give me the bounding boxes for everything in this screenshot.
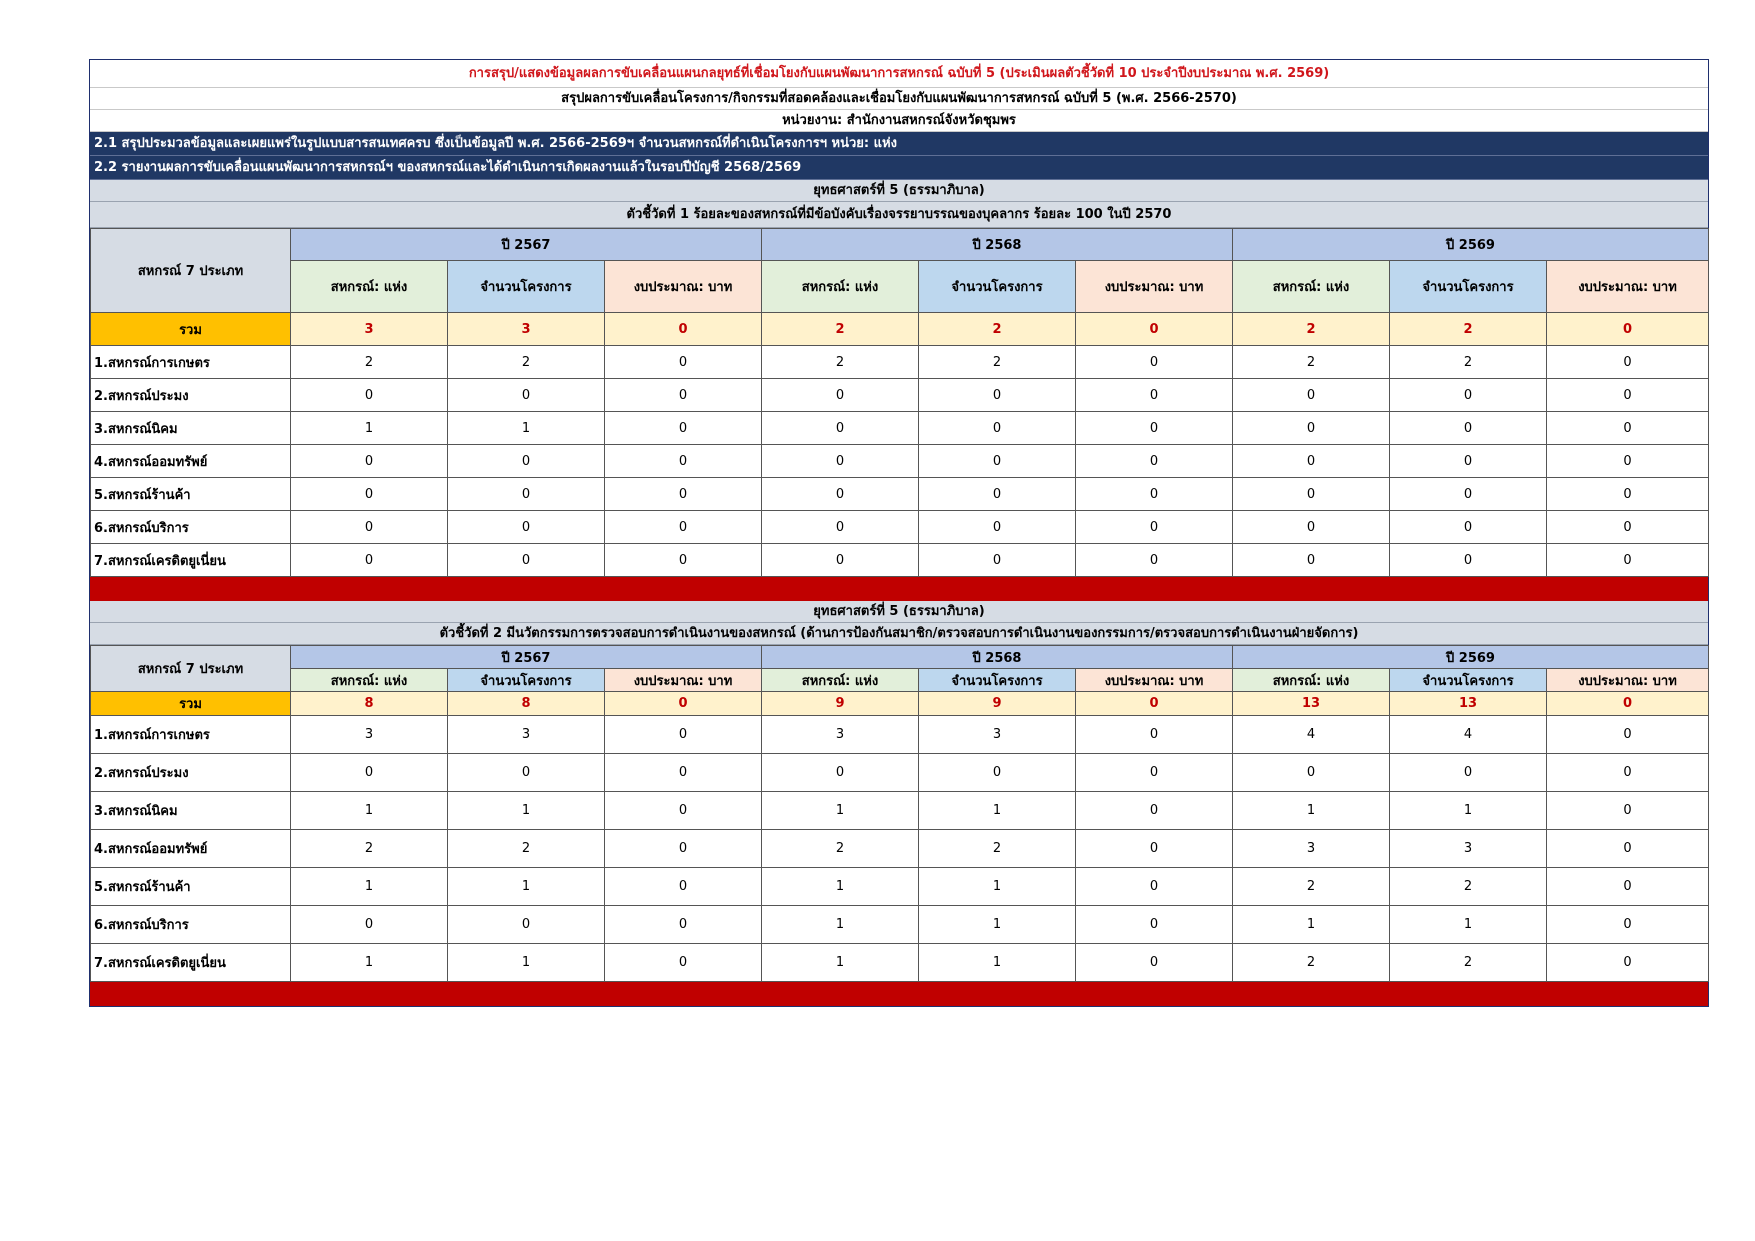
total-label: รวม	[91, 692, 291, 716]
table-cell: 1	[919, 868, 1076, 906]
table-cell: 0	[919, 379, 1076, 412]
table-row	[91, 511, 1709, 544]
table-cell: 0	[1547, 906, 1709, 944]
table-cell: 0	[1076, 868, 1233, 906]
table-cell: 0	[1390, 412, 1547, 445]
table-cell: 0	[605, 379, 762, 412]
table-cell: 0	[1547, 379, 1709, 412]
total-cell: 13	[1233, 692, 1390, 716]
table-cell: 1	[1233, 906, 1390, 944]
table-row	[91, 830, 1709, 868]
table-cell: 0	[762, 379, 919, 412]
total-cell: 8	[291, 692, 448, 716]
table-cell: 0	[448, 445, 605, 478]
section1-year-2567: ปี 2567	[291, 229, 762, 261]
table-cell: 0	[1547, 412, 1709, 445]
table-cell: 0	[1076, 511, 1233, 544]
section1-total-row	[91, 313, 1709, 346]
table-cell: 4	[1233, 716, 1390, 754]
table-cell: 1	[919, 944, 1076, 982]
table-cell: 3	[762, 716, 919, 754]
table-cell: 0	[1233, 754, 1390, 792]
table-cell: 0	[1076, 906, 1233, 944]
table-cell: 0	[1547, 478, 1709, 511]
column-header: งบประมาณ: บาท	[1076, 261, 1233, 313]
table-cell: 0	[605, 868, 762, 906]
coop-type-label: 4.สหกรณ์ออมทรัพย์	[91, 830, 291, 868]
table-cell: 1	[1390, 906, 1547, 944]
column-header: จำนวนโครงการ	[919, 261, 1076, 313]
column-header: จำนวนโครงการ	[448, 261, 605, 313]
section2-year-2569: ปี 2569	[1233, 646, 1709, 669]
table-cell: 0	[1076, 379, 1233, 412]
table-cell: 1	[448, 792, 605, 830]
section2-year-2568: ปี 2568	[762, 646, 1233, 669]
section1-column-headers	[91, 261, 1709, 313]
table-cell: 2	[1233, 944, 1390, 982]
column-header: งบประมาณ: บาท	[1547, 669, 1709, 692]
table-cell: 0	[1076, 478, 1233, 511]
column-header: งบประมาณ: บาท	[605, 669, 762, 692]
table-cell: 1	[448, 944, 605, 982]
total-cell: 0	[1076, 692, 1233, 716]
section1-year-2569: ปี 2569	[1233, 229, 1709, 261]
table-cell: 1	[1233, 792, 1390, 830]
coop-type-label: 5.สหกรณ์ร้านค้า	[91, 868, 291, 906]
table-cell: 0	[1547, 754, 1709, 792]
section2-divider	[90, 982, 1708, 1006]
table-row	[91, 906, 1709, 944]
table-row	[91, 754, 1709, 792]
table-cell: 2	[919, 830, 1076, 868]
table-cell: 0	[605, 511, 762, 544]
coop-type-label: 4.สหกรณ์ออมทรัพย์	[91, 445, 291, 478]
table-cell: 1	[762, 906, 919, 944]
table-row	[91, 412, 1709, 445]
table-cell: 0	[448, 478, 605, 511]
table-cell: 0	[919, 511, 1076, 544]
table-row	[91, 944, 1709, 982]
table-cell: 0	[1547, 346, 1709, 379]
table-cell: 3	[448, 716, 605, 754]
table-cell: 0	[1076, 544, 1233, 577]
table-cell: 3	[291, 716, 448, 754]
column-header: สหกรณ์: แห่ง	[291, 669, 448, 692]
coop-type-label: 3.สหกรณ์นิคม	[91, 792, 291, 830]
table-cell: 2	[1233, 868, 1390, 906]
column-header: จำนวนโครงการ	[919, 669, 1076, 692]
table-cell: 0	[1233, 544, 1390, 577]
total-cell: 0	[1547, 313, 1709, 346]
section1-table	[90, 228, 1709, 577]
table-cell: 1	[919, 906, 1076, 944]
table-cell: 2	[762, 346, 919, 379]
table-row	[91, 868, 1709, 906]
table-cell: 0	[1076, 346, 1233, 379]
table-cell: 0	[1390, 544, 1547, 577]
coop-type-label: 6.สหกรณ์บริการ	[91, 511, 291, 544]
note-2-2: 2.2 รายงานผลการขับเคลื่อนแผนพัฒนาการสหกรณ์ฯ ของสหกรณ์และได้ดำเนินการเกิดผลงานแล้วในรอบปีบัญชี 2568/2569	[90, 156, 1708, 180]
report-title: การสรุป/แสดงข้อมูลผลการขับเคลื่อนแผนกลยุทธ์ที่เชื่อมโยงกับแผนพัฒนาการสหกรณ์ ฉบับที่ 5 (ประเมินผลตัวชี้วัดที่ 10 ประจำปีงบประมาณ พ.ศ. 2569)	[90, 60, 1708, 88]
table-cell: 3	[1233, 830, 1390, 868]
table-cell: 1	[762, 868, 919, 906]
total-cell: 0	[1547, 692, 1709, 716]
section2-strategy: ยุทธศาสตร์ที่ 5 (ธรรมาภิบาล)	[90, 601, 1708, 623]
table-cell: 0	[448, 379, 605, 412]
coop-type-label: 1.สหกรณ์การเกษตร	[91, 716, 291, 754]
table-cell: 0	[448, 511, 605, 544]
total-cell: 9	[919, 692, 1076, 716]
table-cell: 0	[605, 478, 762, 511]
table-cell: 0	[605, 412, 762, 445]
table-row	[91, 379, 1709, 412]
table-cell: 0	[605, 830, 762, 868]
table-cell: 3	[919, 716, 1076, 754]
table-cell: 0	[1547, 511, 1709, 544]
table-cell: 2	[1390, 868, 1547, 906]
table-cell: 0	[762, 478, 919, 511]
table-cell: 0	[291, 754, 448, 792]
table-row	[91, 544, 1709, 577]
column-header: งบประมาณ: บาท	[1547, 261, 1709, 313]
total-cell: 13	[1390, 692, 1547, 716]
table-cell: 0	[1547, 868, 1709, 906]
section2-corner-header: สหกรณ์ 7 ประเภท	[91, 646, 291, 692]
table-cell: 0	[1390, 754, 1547, 792]
column-header: สหกรณ์: แห่ง	[762, 261, 919, 313]
table-cell: 0	[1076, 792, 1233, 830]
table-row	[91, 445, 1709, 478]
total-cell: 2	[1390, 313, 1547, 346]
table-cell: 0	[919, 544, 1076, 577]
table-cell: 0	[448, 754, 605, 792]
table-cell: 0	[919, 412, 1076, 445]
table-cell: 0	[605, 445, 762, 478]
table-cell: 4	[1390, 716, 1547, 754]
total-cell: 0	[605, 313, 762, 346]
table-cell: 0	[291, 544, 448, 577]
table-cell: 0	[1547, 792, 1709, 830]
column-header: สหกรณ์: แห่ง	[291, 261, 448, 313]
table-cell: 0	[1390, 445, 1547, 478]
table-row	[91, 478, 1709, 511]
table-cell: 0	[605, 754, 762, 792]
total-cell: 0	[605, 692, 762, 716]
table-cell: 0	[919, 445, 1076, 478]
table-cell: 0	[762, 544, 919, 577]
table-cell: 0	[1233, 379, 1390, 412]
table-row	[91, 346, 1709, 379]
table-cell: 0	[1076, 754, 1233, 792]
table-cell: 0	[762, 511, 919, 544]
table-cell: 0	[1233, 412, 1390, 445]
table-cell: 0	[1233, 511, 1390, 544]
table-cell: 0	[762, 445, 919, 478]
agency-label: หน่วยงาน: สำนักงานสหกรณ์จังหวัดชุมพร	[90, 110, 1708, 132]
table-cell: 0	[1076, 412, 1233, 445]
total-cell: 2	[919, 313, 1076, 346]
section1-strategy: ยุทธศาสตร์ที่ 5 (ธรรมาภิบาล)	[90, 180, 1708, 202]
column-header: จำนวนโครงการ	[1390, 669, 1547, 692]
section1-divider	[90, 577, 1708, 601]
table-cell: 1	[448, 868, 605, 906]
table-cell: 0	[291, 379, 448, 412]
table-cell: 0	[1233, 445, 1390, 478]
column-header: สหกรณ์: แห่ง	[1233, 261, 1390, 313]
table-cell: 2	[762, 830, 919, 868]
section1-year-2568: ปี 2568	[762, 229, 1233, 261]
table-cell: 2	[448, 830, 605, 868]
table-cell: 0	[1547, 944, 1709, 982]
table-cell: 0	[605, 792, 762, 830]
table-cell: 1	[762, 792, 919, 830]
table-cell: 3	[1390, 830, 1547, 868]
table-cell: 0	[1547, 716, 1709, 754]
total-cell: 2	[1233, 313, 1390, 346]
report-subtitle: สรุปผลการขับเคลื่อนโครงการ/กิจกรรมที่สอดคล้องและเชื่อมโยงกับแผนพัฒนาการสหกรณ์ ฉบับที่ 5 (พ.ศ. 2566-2570)	[90, 88, 1708, 110]
column-header: จำนวนโครงการ	[1390, 261, 1547, 313]
table-cell: 2	[291, 346, 448, 379]
table-cell: 0	[291, 478, 448, 511]
total-cell: 8	[448, 692, 605, 716]
coop-type-label: 3.สหกรณ์นิคม	[91, 412, 291, 445]
table-cell: 0	[762, 754, 919, 792]
table-cell: 0	[605, 906, 762, 944]
table-cell: 1	[291, 792, 448, 830]
coop-type-label: 7.สหกรณ์เครดิตยูเนี่ยน	[91, 544, 291, 577]
table-cell: 0	[605, 716, 762, 754]
section2-indicator: ตัวชี้วัดที่ 2 มีนวัตกรรมการตรวจสอบการดำเนินงานของสหกรณ์ (ด้านการป้องกันสมาชิก/ตรวจสอบการดำเนินงานของกรรมการ/ตรวจสอบการดำเนินงานฝ่ายจัดการ)	[90, 623, 1708, 645]
table-cell: 0	[919, 754, 1076, 792]
column-header: จำนวนโครงการ	[448, 669, 605, 692]
column-header: สหกรณ์: แห่ง	[762, 669, 919, 692]
total-cell: 3	[291, 313, 448, 346]
coop-type-label: 7.สหกรณ์เครดิตยูเนี่ยน	[91, 944, 291, 982]
table-cell: 0	[1233, 478, 1390, 511]
total-cell: 9	[762, 692, 919, 716]
table-cell: 0	[1390, 478, 1547, 511]
table-cell: 2	[919, 346, 1076, 379]
table-cell: 1	[1390, 792, 1547, 830]
table-cell: 0	[1076, 445, 1233, 478]
section1-corner-header: สหกรณ์ 7 ประเภท	[91, 229, 291, 313]
coop-type-label: 2.สหกรณ์ประมง	[91, 754, 291, 792]
table-cell: 1	[919, 792, 1076, 830]
coop-type-label: 6.สหกรณ์บริการ	[91, 906, 291, 944]
table-cell: 0	[291, 445, 448, 478]
column-header: งบประมาณ: บาท	[1076, 669, 1233, 692]
table-cell: 1	[291, 944, 448, 982]
table-cell: 0	[1076, 716, 1233, 754]
note-2-1: 2.1 สรุปประมวลข้อมูลและเผยแพร่ในรูปแบบสารสนเทศครบ ซึ่งเป็นข้อมูลปี พ.ศ. 2566-2569ฯ จำนวนสหกรณ์ที่ดำเนินโครงการฯ หน่วย: แห่ง	[90, 132, 1708, 156]
total-cell: 3	[448, 313, 605, 346]
coop-type-label: 2.สหกรณ์ประมง	[91, 379, 291, 412]
table-row	[91, 716, 1709, 754]
table-cell: 0	[1547, 544, 1709, 577]
table-cell: 1	[291, 868, 448, 906]
table-cell: 1	[762, 944, 919, 982]
table-cell: 2	[291, 830, 448, 868]
table-cell: 0	[605, 544, 762, 577]
table-cell: 0	[1390, 379, 1547, 412]
table-cell: 1	[291, 412, 448, 445]
table-cell: 0	[291, 906, 448, 944]
report-sheet	[89, 59, 1709, 1007]
table-cell: 0	[448, 544, 605, 577]
table-cell: 1	[448, 412, 605, 445]
section2-table	[90, 645, 1709, 982]
total-cell: 0	[1076, 313, 1233, 346]
table-row	[91, 792, 1709, 830]
section1-indicator: ตัวชี้วัดที่ 1 ร้อยละของสหกรณ์ที่มีข้อบังคับเรื่องจรรยาบรรณของบุคลากร ร้อยละ 100 ในปี 2570	[90, 202, 1708, 228]
table-cell: 2	[1390, 944, 1547, 982]
table-cell: 0	[1547, 445, 1709, 478]
table-cell: 0	[919, 478, 1076, 511]
table-cell: 2	[1390, 346, 1547, 379]
column-header: สหกรณ์: แห่ง	[1233, 669, 1390, 692]
column-header: งบประมาณ: บาท	[605, 261, 762, 313]
table-cell: 0	[762, 412, 919, 445]
table-cell: 0	[1076, 830, 1233, 868]
total-label: รวม	[91, 313, 291, 346]
section2-total-row	[91, 692, 1709, 716]
table-cell: 2	[1233, 346, 1390, 379]
table-cell: 0	[605, 944, 762, 982]
table-cell: 0	[291, 511, 448, 544]
table-cell: 0	[1390, 511, 1547, 544]
coop-type-label: 1.สหกรณ์การเกษตร	[91, 346, 291, 379]
table-cell: 0	[1547, 830, 1709, 868]
total-cell: 2	[762, 313, 919, 346]
table-cell: 0	[605, 346, 762, 379]
table-cell: 0	[448, 906, 605, 944]
table-cell: 2	[448, 346, 605, 379]
table-cell: 0	[1076, 944, 1233, 982]
section2-year-2567: ปี 2567	[291, 646, 762, 669]
section2-column-headers	[91, 669, 1709, 692]
coop-type-label: 5.สหกรณ์ร้านค้า	[91, 478, 291, 511]
